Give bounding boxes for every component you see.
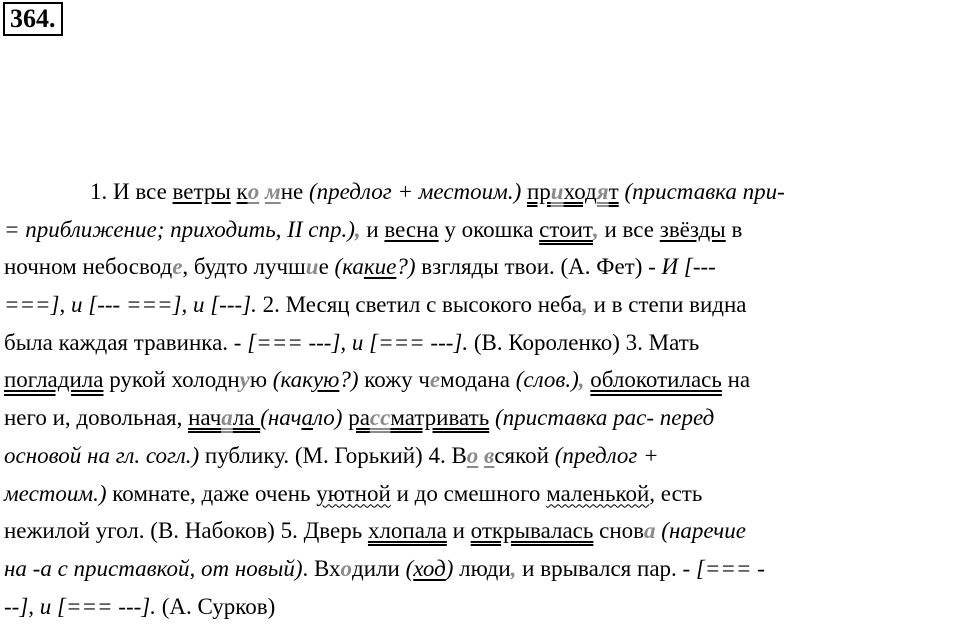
text-segment: в [725, 216, 743, 242]
text-segment: погладила [4, 367, 104, 393]
text-segment: ю [249, 367, 273, 393]
text-segment: , [510, 555, 517, 581]
text-segment: и [360, 216, 385, 242]
exercise-text [4, 173, 952, 625]
text-segment: , будто лучш [182, 254, 306, 280]
text-segment: ла [232, 405, 261, 431]
text-segment: была каждая травинка. - [4, 329, 248, 355]
text-segment: . Вх [302, 555, 341, 581]
text-segment: местоим.) [4, 480, 107, 506]
text-segment: а [221, 405, 233, 431]
text-line [4, 324, 952, 362]
text-segment: м [264, 179, 281, 204]
text-line [4, 399, 952, 437]
text-segment: ход [413, 555, 446, 581]
text-segment: комнате, даже очень [106, 480, 317, 506]
text-line [4, 211, 952, 249]
text-segment: 1. И все [90, 179, 173, 204]
text-segment: взгляды твои. (А. Фет) - [415, 254, 662, 280]
text-segment: [=== - [695, 555, 765, 581]
text-segment: ) [445, 555, 454, 581]
text-segment: е [172, 254, 183, 280]
text-segment: (приставка рас- перед [494, 405, 715, 431]
text-segment: у окошка [438, 216, 540, 242]
text-segment: и [446, 518, 471, 544]
text-segment: (В. Короленко) 3. Мать [468, 329, 700, 355]
text-line [4, 248, 952, 286]
text-line [4, 173, 952, 211]
text-segment: ветры [172, 179, 231, 204]
text-segment: ?) [396, 254, 416, 280]
text-segment: [=== ---], и [=== ---]. [247, 329, 469, 355]
text-segment: на [721, 367, 751, 393]
text-segment: ло) [312, 405, 343, 431]
text-segment: и врывался пар. - [516, 555, 696, 581]
text-segment: т [608, 179, 619, 204]
text-segment: (приставка при- [624, 179, 785, 204]
text-line [4, 361, 952, 399]
text-segment: и в степи видна [587, 292, 747, 318]
text-segment: сякой [494, 442, 555, 468]
text-segment: (предлог + местоим.) [309, 179, 522, 204]
exercise-number: 364. [3, 2, 63, 36]
text-line [4, 588, 952, 626]
text-segment: а [301, 405, 313, 431]
text-segment: ход [563, 179, 597, 204]
text-segment: и все [598, 216, 660, 242]
text-segment: е [318, 254, 335, 280]
text-segment: = приближение; приходить, II спр.) [4, 216, 355, 242]
text-segment: кожу ч [358, 367, 430, 393]
text-line [4, 437, 952, 475]
text-segment: о [340, 555, 353, 581]
text-segment: , [354, 216, 361, 242]
text-segment: (слов.) [515, 367, 579, 393]
text-segment: основой на гл. согл.) [4, 442, 200, 468]
text-segment: ра [348, 405, 370, 431]
text-segment: на -а с приставкой, от новый) [4, 555, 303, 581]
text-segment: (нач [260, 405, 302, 431]
text-segment: стоит [539, 216, 593, 242]
text-segment: и до смешного [390, 480, 547, 506]
text-segment: и [550, 179, 564, 204]
text-segment: (предлог + [554, 442, 659, 468]
text-segment: о [247, 179, 260, 204]
text-segment: ===], и [--- ===], и [---]. [4, 292, 257, 318]
text-segment: звёзды [659, 216, 726, 242]
text-segment: рукой холодн [103, 367, 240, 393]
text-segment: , есть [649, 480, 703, 506]
text-segment: ночном небосвод [4, 254, 173, 280]
text-segment: дили [352, 555, 406, 581]
text-segment: публику. (М. Горький) 4. В [199, 442, 467, 468]
text-segment: а [644, 518, 656, 544]
text-segment: люди [453, 555, 511, 581]
text-segment: весна [384, 216, 439, 242]
text-segment: снов [593, 518, 645, 544]
text-segment: (как [272, 367, 313, 393]
text-segment: нач [188, 405, 222, 431]
text-segment: --], и [=== ---]. [4, 593, 156, 619]
text-segment: и [305, 254, 319, 280]
text-segment: пр [526, 179, 551, 204]
text-segment: (А. Сурков) [155, 593, 276, 619]
text-segment: 2. Месяц светил с высокого неба [256, 292, 583, 318]
text-segment: , [578, 367, 585, 393]
text-line [4, 286, 952, 324]
text-segment: сс [369, 405, 391, 431]
text-segment: (наречие [661, 518, 746, 544]
text-segment: е [429, 367, 441, 393]
text-segment: в [484, 442, 495, 468]
text-segment: открывалась [470, 518, 594, 544]
text-line [4, 512, 952, 550]
text-segment: матривать [390, 405, 490, 431]
text-segment: нежилой угол. (В. Набоков) 5. Дверь [4, 518, 368, 544]
text-segment: ?) [339, 367, 359, 393]
text-segment: (ка [334, 254, 364, 280]
text-segment: у [239, 367, 250, 393]
text-segment: , [582, 292, 588, 318]
text-segment: облокотилась [590, 367, 722, 393]
text-segment: кие [363, 254, 397, 280]
text-line [4, 550, 952, 588]
text-segment: о [466, 442, 479, 468]
text-segment: ( [405, 555, 414, 581]
text-segment: ую [312, 367, 340, 393]
text-segment: И [--- [661, 254, 716, 280]
text-segment: маленькой [546, 480, 650, 506]
text-segment: , [593, 216, 599, 242]
text-segment: уютной [316, 480, 391, 506]
text-segment: модана [440, 367, 516, 393]
text-segment: к [236, 179, 248, 204]
text-segment: хлопала [367, 518, 447, 544]
text-segment: него и, довольная, [4, 405, 189, 431]
text-line [4, 475, 952, 513]
text-segment: не [280, 179, 309, 204]
text-segment: я [596, 179, 609, 204]
